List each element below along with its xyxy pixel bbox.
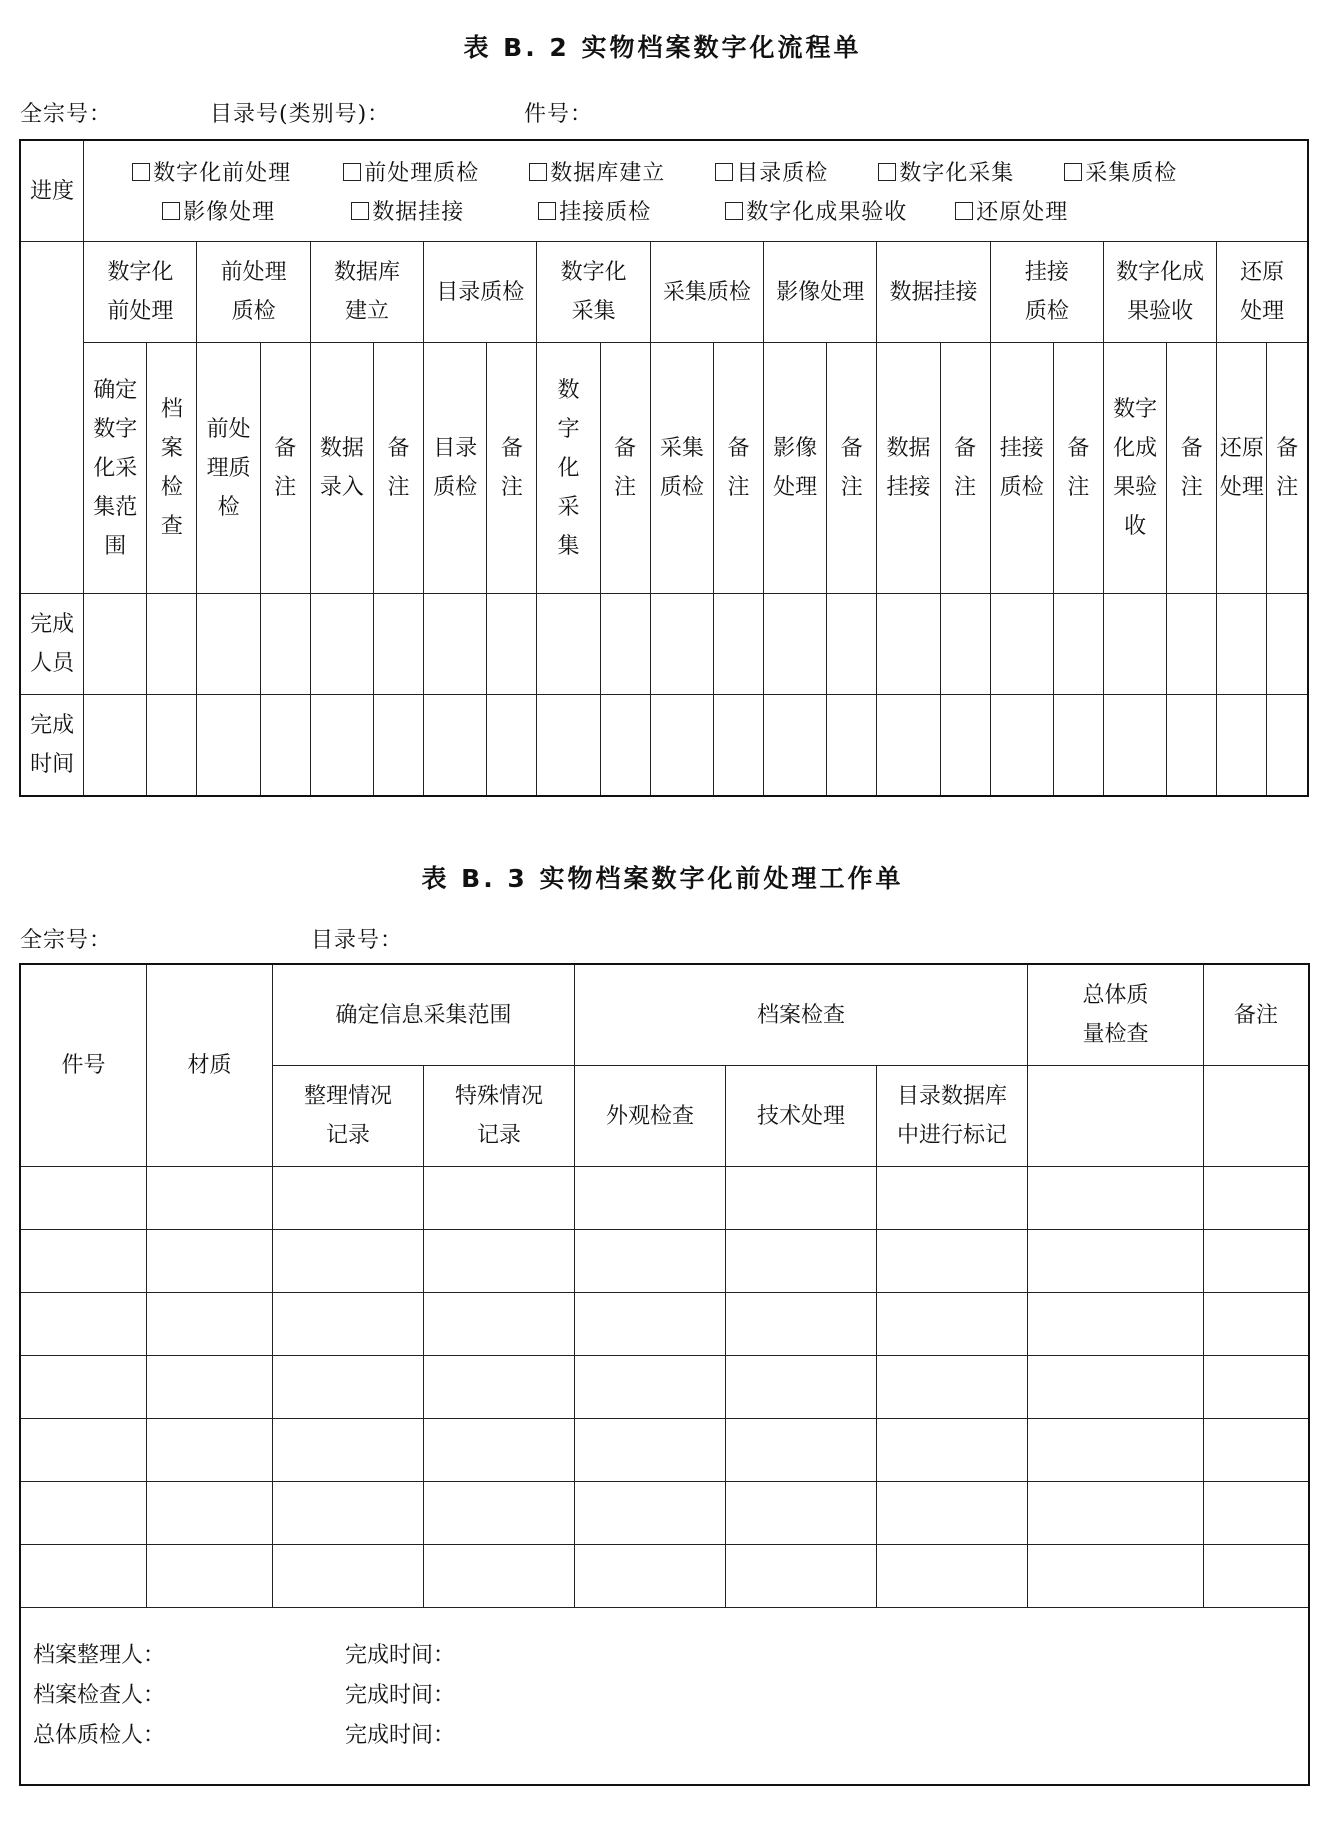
entry-cell[interactable] — [1204, 1356, 1309, 1419]
entry-cell[interactable] — [650, 594, 713, 695]
stage-header: 数字化采集 — [537, 242, 650, 343]
entry-cell[interactable] — [1204, 1167, 1309, 1230]
signature-time: 完成时间： — [345, 1723, 456, 1748]
entry-cell[interactable] — [575, 1167, 726, 1230]
stage-header: 数据库建立 — [310, 242, 423, 343]
entry-cell[interactable] — [1028, 1230, 1204, 1293]
entry-cell[interactable] — [147, 1167, 273, 1230]
entry-cell[interactable] — [1204, 1419, 1309, 1482]
entry-cell[interactable] — [650, 695, 713, 796]
entry-cell[interactable] — [273, 1230, 424, 1293]
quanzong-label: 全宗号： — [20, 928, 113, 953]
entry-cell[interactable] — [600, 695, 650, 796]
header-db-mark: 目录数据库中进行标记 — [877, 1066, 1028, 1167]
entry-cell[interactable] — [877, 1419, 1028, 1482]
entry-cell[interactable] — [21, 1167, 147, 1230]
entry-cell[interactable] — [273, 1419, 424, 1482]
entry-cell[interactable] — [575, 1545, 726, 1608]
entry-cell[interactable] — [877, 695, 940, 796]
entry-cell[interactable] — [424, 1167, 575, 1230]
header-technical: 技术处理 — [726, 1066, 877, 1167]
substep-header: 目录质检 — [424, 343, 487, 594]
checkbox-option[interactable]: 前处理质检 — [343, 154, 479, 193]
checkbox-icon[interactable] — [715, 163, 733, 181]
entry-cell[interactable] — [424, 1230, 575, 1293]
entry-cell[interactable] — [1103, 594, 1166, 695]
entry-cell[interactable] — [726, 1167, 877, 1230]
entry-cell[interactable] — [310, 695, 373, 796]
stage-header: 数字化成果验收 — [1103, 242, 1216, 343]
entry-cell[interactable] — [877, 1230, 1028, 1293]
stage-header: 采集质检 — [650, 242, 763, 343]
header-remarks: 备注 — [1204, 965, 1309, 1066]
substep-header: 数据录入 — [310, 343, 373, 594]
entry-cell[interactable] — [260, 594, 310, 695]
entry-cell[interactable] — [273, 1545, 424, 1608]
progress-options — [84, 141, 1308, 242]
entry-cell[interactable] — [1204, 1293, 1309, 1356]
entry-cell[interactable] — [147, 1293, 273, 1356]
entry-cell[interactable] — [424, 1356, 575, 1419]
blank-cell — [1028, 1066, 1204, 1167]
entry-cell[interactable] — [1028, 1419, 1204, 1482]
entry-cell[interactable] — [1103, 695, 1166, 796]
substep-header: 影像处理 — [764, 343, 827, 594]
header-inspection: 档案检查 — [575, 965, 1028, 1066]
entry-cell[interactable] — [147, 1356, 273, 1419]
entry-cell[interactable] — [1053, 594, 1103, 695]
entry-cell[interactable] — [877, 1356, 1028, 1419]
entry-cell[interactable] — [373, 594, 423, 695]
checkbox-icon[interactable] — [878, 163, 896, 181]
entry-cell[interactable] — [827, 695, 877, 796]
entry-cell[interactable] — [197, 695, 260, 796]
stage-header: 还原处理 — [1217, 242, 1308, 343]
entry-cell[interactable] — [147, 695, 197, 796]
entry-cell[interactable] — [21, 1545, 147, 1608]
entry-cell[interactable] — [147, 1545, 273, 1608]
substep-header: 备注 — [1267, 343, 1308, 594]
entry-cell[interactable] — [990, 695, 1053, 796]
checkbox-option[interactable]: 数据挂接 — [351, 193, 464, 232]
entry-cell[interactable] — [575, 1482, 726, 1545]
signature-time: 完成时间： — [345, 1683, 456, 1708]
entry-cell[interactable] — [1267, 695, 1308, 796]
header-scope: 确定信息采集范围 — [273, 965, 575, 1066]
entry-cell[interactable] — [1028, 1545, 1204, 1608]
checkbox-icon[interactable] — [162, 202, 180, 220]
entry-cell[interactable] — [424, 1545, 575, 1608]
entry-cell[interactable] — [21, 1293, 147, 1356]
entry-cell[interactable] — [21, 1356, 147, 1419]
entry-cell[interactable] — [424, 594, 487, 695]
signature-row — [33, 1636, 1296, 1676]
entry-cell[interactable] — [726, 1545, 877, 1608]
header-overall-qc: 总体质量检查 — [1028, 965, 1204, 1066]
entry-cell[interactable] — [147, 1482, 273, 1545]
mulu-label: 目录号(类别号)： — [210, 102, 391, 127]
entry-cell[interactable] — [575, 1230, 726, 1293]
table-b3-title: 表 B. 3 实物档案数字化前处理工作单 — [421, 864, 904, 893]
entry-cell[interactable] — [1267, 594, 1308, 695]
substep-header: 数字化成果验收 — [1103, 343, 1166, 594]
signature-person: 档案检查人： — [33, 1683, 166, 1708]
entry-cell[interactable] — [575, 1293, 726, 1356]
entry-cell[interactable] — [424, 1293, 575, 1356]
entry-cell[interactable] — [726, 1356, 877, 1419]
entry-cell[interactable] — [713, 594, 763, 695]
entry-cell[interactable] — [713, 695, 763, 796]
substep-header: 确定数字化采集范围 — [84, 343, 147, 594]
entry-cell[interactable] — [1167, 594, 1217, 695]
entry-cell[interactable] — [1204, 1545, 1309, 1608]
entry-cell[interactable] — [1217, 695, 1267, 796]
entry-cell[interactable] — [273, 1293, 424, 1356]
entry-cell[interactable] — [1204, 1482, 1309, 1545]
entry-cell[interactable] — [877, 1167, 1028, 1230]
stage-header: 目录质检 — [424, 242, 537, 343]
checkbox-option[interactable]: 挂接质检 — [538, 193, 651, 232]
stage-header: 数字化前处理 — [84, 242, 197, 343]
substep-header: 备注 — [373, 343, 423, 594]
substep-header: 采集质检 — [650, 343, 713, 594]
header-caizhi: 材质 — [147, 965, 273, 1167]
entry-cell[interactable] — [764, 594, 827, 695]
entry-cell[interactable] — [575, 1419, 726, 1482]
stage-header: 数据挂接 — [877, 242, 990, 343]
entry-cell[interactable] — [197, 594, 260, 695]
entry-cell[interactable] — [273, 1482, 424, 1545]
signature-row — [33, 1716, 1296, 1756]
entry-cell[interactable] — [537, 594, 600, 695]
checkbox-option[interactable]: 还原处理 — [955, 193, 1068, 232]
entry-cell[interactable] — [84, 695, 147, 796]
table-b2-title: 表 B. 2 实物档案数字化流程单 — [463, 33, 862, 62]
substep-header: 备注 — [827, 343, 877, 594]
entry-cell[interactable] — [1028, 1356, 1204, 1419]
entry-cell[interactable] — [21, 1230, 147, 1293]
entry-cell[interactable] — [424, 695, 487, 796]
substep-header: 备注 — [600, 343, 650, 594]
checkbox-icon[interactable] — [529, 163, 547, 181]
entry-cell[interactable] — [1217, 594, 1267, 695]
substep-header: 前处理质检 — [197, 343, 260, 594]
entry-cell[interactable] — [575, 1356, 726, 1419]
entry-cell[interactable] — [424, 1419, 575, 1482]
checkbox-icon[interactable] — [725, 202, 743, 220]
entry-cell[interactable] — [260, 695, 310, 796]
entry-cell[interactable] — [726, 1230, 877, 1293]
signature-person: 总体质检人： — [33, 1723, 166, 1748]
entry-cell[interactable] — [1028, 1482, 1204, 1545]
entry-cell[interactable] — [273, 1167, 424, 1230]
header-arrangement-record: 整理情况记录 — [273, 1066, 424, 1167]
entry-cell[interactable] — [726, 1419, 877, 1482]
entry-cell[interactable] — [990, 594, 1053, 695]
signature-time: 完成时间： — [345, 1643, 456, 1668]
checkbox-option[interactable]: 数字化采集 — [878, 154, 1014, 193]
checkbox-icon[interactable] — [132, 163, 150, 181]
header-jianhao: 件号 — [21, 965, 147, 1167]
checkbox-option[interactable]: 数据库建立 — [529, 154, 665, 193]
entry-cell[interactable] — [487, 594, 537, 695]
signature-block — [21, 1608, 1309, 1785]
blank-cell — [21, 242, 84, 594]
entry-cell[interactable] — [273, 1356, 424, 1419]
checkbox-icon[interactable] — [351, 202, 369, 220]
entry-cell[interactable] — [147, 594, 197, 695]
substep-header: 备注 — [1053, 343, 1103, 594]
substep-header: 档案检查 — [147, 343, 197, 594]
entry-cell[interactable] — [21, 1482, 147, 1545]
substep-header: 备注 — [487, 343, 537, 594]
checkbox-option[interactable]: 数字化成果验收 — [725, 193, 907, 232]
stage-header: 挂接质检 — [990, 242, 1103, 343]
entry-cell[interactable] — [877, 1482, 1028, 1545]
entry-cell[interactable] — [1204, 1230, 1309, 1293]
entry-cell[interactable] — [84, 594, 147, 695]
entry-cell[interactable] — [600, 594, 650, 695]
stage-header: 前处理质检 — [197, 242, 310, 343]
entry-cell[interactable] — [827, 594, 877, 695]
entry-cell[interactable] — [310, 594, 373, 695]
checkbox-option[interactable]: 影像处理 — [162, 193, 275, 232]
substep-header: 备注 — [260, 343, 310, 594]
entry-cell[interactable] — [1028, 1167, 1204, 1230]
substep-header: 还原处理 — [1217, 343, 1267, 594]
preprocessing-table — [20, 964, 1309, 1785]
entry-cell[interactable] — [373, 695, 423, 796]
checkbox-option[interactable]: 采集质检 — [1064, 154, 1177, 193]
entry-cell[interactable] — [726, 1293, 877, 1356]
entry-cell[interactable] — [147, 1419, 273, 1482]
substep-header: 挂接质检 — [990, 343, 1053, 594]
entry-cell[interactable] — [877, 1293, 1028, 1356]
signature-person: 档案整理人： — [33, 1643, 166, 1668]
checkbox-option[interactable]: 目录质检 — [715, 154, 828, 193]
header-appearance: 外观检查 — [575, 1066, 726, 1167]
substep-header: 备注 — [1167, 343, 1217, 594]
row-label-time: 完成时间 — [21, 695, 84, 796]
entry-cell[interactable] — [487, 695, 537, 796]
substep-header: 数字化采集 — [537, 343, 600, 594]
substep-header: 数据挂接 — [877, 343, 940, 594]
entry-cell[interactable] — [940, 594, 990, 695]
mulu-label: 目录号： — [311, 928, 404, 953]
checkbox-option[interactable]: 数字化前处理 — [132, 154, 291, 193]
entry-cell[interactable] — [537, 695, 600, 796]
entry-cell[interactable] — [940, 695, 990, 796]
entry-cell[interactable] — [147, 1230, 273, 1293]
entry-cell[interactable] — [1053, 695, 1103, 796]
signature-row — [33, 1676, 1296, 1716]
entry-cell[interactable] — [424, 1482, 575, 1545]
stage-header: 影像处理 — [764, 242, 877, 343]
progress-label: 进度 — [21, 141, 84, 242]
substep-header: 备注 — [713, 343, 763, 594]
entry-cell[interactable] — [1167, 695, 1217, 796]
workflow-table — [20, 140, 1308, 796]
blank-cell — [1204, 1066, 1309, 1167]
jian-label: 件号： — [524, 102, 594, 127]
quanzong-label: 全宗号： — [20, 102, 113, 127]
entry-cell[interactable] — [764, 695, 827, 796]
entry-cell[interactable] — [877, 1545, 1028, 1608]
row-label-personnel: 完成人员 — [21, 594, 84, 695]
entry-cell[interactable] — [1028, 1293, 1204, 1356]
checkbox-icon[interactable] — [1064, 163, 1082, 181]
checkbox-icon[interactable] — [955, 202, 973, 220]
header-special-record: 特殊情况记录 — [424, 1066, 575, 1167]
checkbox-icon[interactable] — [538, 202, 556, 220]
entry-cell[interactable] — [21, 1419, 147, 1482]
checkbox-icon[interactable] — [343, 163, 361, 181]
substep-header: 备注 — [940, 343, 990, 594]
entry-cell[interactable] — [877, 594, 940, 695]
entry-cell[interactable] — [726, 1482, 877, 1545]
